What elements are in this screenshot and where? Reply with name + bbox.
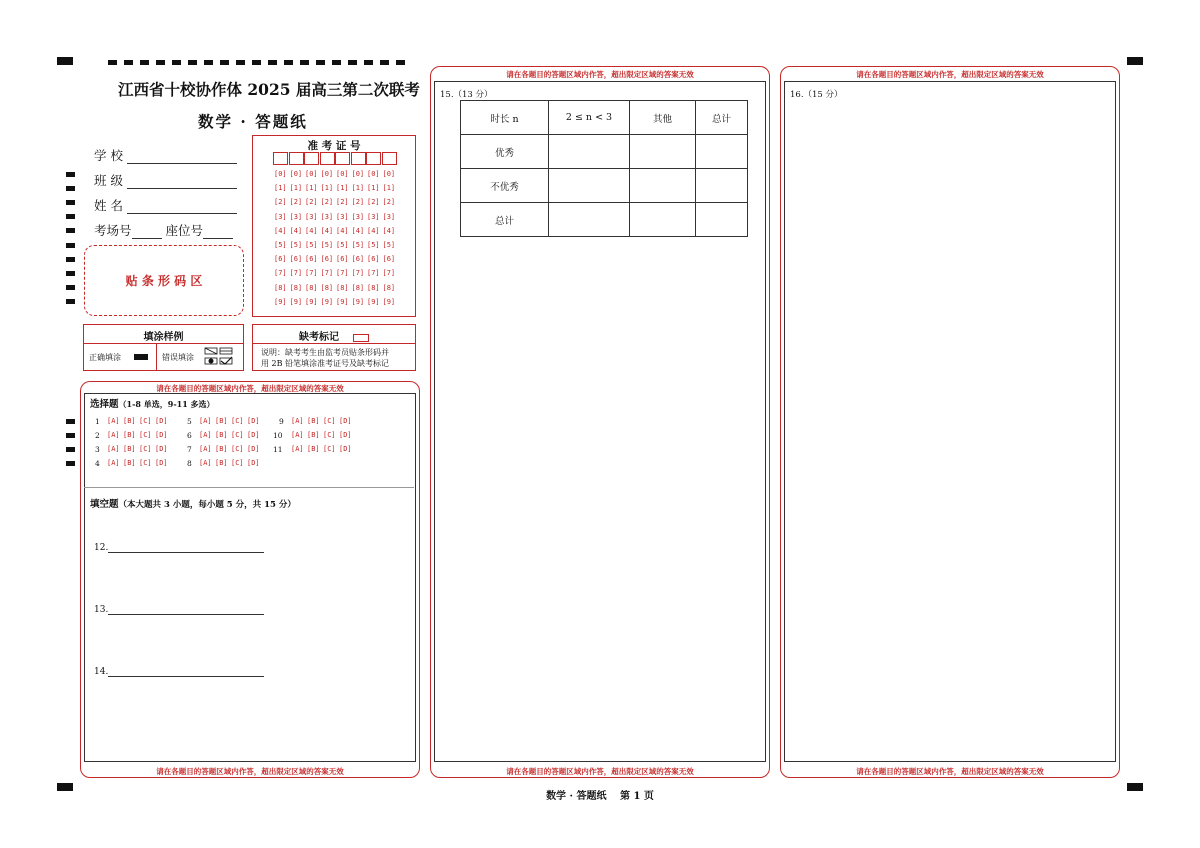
exam-id-cell[interactable] [382,152,397,165]
timing-dash [300,60,309,65]
side-mark [66,447,75,452]
exam-id-bubble[interactable]: [4] [336,226,349,235]
exam-id-bubble[interactable]: [6] [351,255,365,264]
q15-cell[interactable] [696,135,748,169]
exam-id-bubble[interactable]: [2] [305,198,318,207]
exam-id-bubble[interactable]: [0] [274,170,287,178]
exam-id-cell[interactable] [351,152,366,165]
timing-dash [220,60,229,65]
choice-option-bubble[interactable]: [B] [123,417,136,425]
exam-id-bubble[interactable]: [0] [367,170,380,178]
region-warning-bottom: 请在各题目的答题区域内作答，超出限定区域的答案无效 [156,767,344,776]
choice-question-number: 6 [187,431,192,440]
choice-option-bubble[interactable]: [B] [215,445,228,453]
side-mark [66,214,75,219]
exam-id-bubble[interactable]: [6] [367,255,380,264]
choice-option-bubble[interactable]: [B] [215,431,228,439]
exam-id-bubble[interactable]: [3] [382,212,396,221]
side-mark [66,419,75,424]
exam-id-bubble[interactable]: [7] [320,269,334,278]
choice-option-bubble[interactable]: [A] [199,445,212,453]
side-mark [66,299,75,304]
timing-dash [252,60,261,65]
choice-option-bubble[interactable]: [C] [323,445,336,453]
exam-id-bubble[interactable]: [6] [289,255,303,264]
region-warning-top: 请在各题目的答题区域内作答，超出限定区域的答案无效 [506,70,694,79]
choice-option-bubble[interactable]: [C] [139,459,152,467]
exam-id-bubble[interactable]: [5] [382,241,396,249]
exam-id-bubble[interactable]: [4] [382,226,396,235]
exam-id-bubble[interactable]: [1] [305,184,318,193]
absent-note-1: 说明：缺考考生由监考员贴条形码并 [261,348,389,357]
choice-option-bubble[interactable]: [B] [215,459,228,467]
blank-item-14[interactable] [94,666,264,677]
exam-id-bubble[interactable]: [0] [305,170,318,178]
exam-id-bubble[interactable]: [8] [382,283,396,292]
choice-option-bubble[interactable]: [A] [107,459,120,467]
choice-option-bubble[interactable]: [D] [339,431,352,439]
choice-question-number: 5 [187,417,192,426]
exam-id-bubble[interactable]: [9] [351,297,365,306]
choice-option-bubble[interactable]: [A] [199,417,212,425]
exam-id-bubble[interactable]: [5] [320,241,334,249]
exam-id-bubble[interactable]: [9] [382,297,396,306]
exam-id-bubble[interactable]: [4] [320,226,334,235]
side-mark [66,271,75,276]
exam-id-bubble[interactable]: [9] [367,297,380,306]
exam-id-bubble[interactable]: [1] [382,184,396,193]
side-mark [66,200,75,205]
exam-id-bubble[interactable]: [3] [305,212,318,221]
q15-cell[interactable] [630,203,696,237]
choice-question-number: 2 [95,431,100,440]
timing-dash [172,60,181,65]
timing-dash [124,60,133,65]
blank-note: （本大题共 3 小题，每小题 5 分，共 15 分） [118,500,296,510]
exam-id-bubble[interactable]: [6] [274,255,287,264]
timing-dash [380,60,389,65]
exam-id-bubble[interactable]: [2] [382,198,396,207]
q15-header: 其他 [630,101,696,135]
choice-option-bubble[interactable]: [D] [247,431,260,439]
choice-option-bubble[interactable]: [C] [139,417,152,425]
q15-cell[interactable] [630,169,696,203]
q15-cell[interactable] [549,169,630,203]
exam-id-bubble[interactable]: [1] [289,184,303,193]
timing-dash [188,60,197,65]
choice-option-bubble[interactable]: [A] [291,445,304,453]
absent-note-2: 用 2B 铅笔填涂准考证号及缺考标记 [261,359,390,368]
exam-id-bubble[interactable]: [3] [367,212,380,221]
exam-id-bubble[interactable]: [8] [289,283,303,292]
school-field[interactable] [94,146,237,164]
timing-dash [284,60,293,65]
blank-number: 13. [94,605,109,615]
exam-id-bubble[interactable]: [5] [305,241,318,249]
exam-id-bubble[interactable]: [1] [274,184,287,193]
timing-dash [204,60,213,65]
exam-id-bubble[interactable]: [7] [305,269,318,278]
seat-label: 座位号 [165,223,204,238]
blank-heading [90,496,296,510]
correct-fill-sample [134,354,148,360]
timing-dash [332,60,341,65]
choice-option-bubble[interactable]: [C] [231,445,244,453]
wrong-fill-samples [204,347,236,367]
exam-id-bubble[interactable]: [5] [367,241,380,249]
q15-row-label: 优秀 [461,135,549,169]
exam-id-bubble[interactable]: [7] [382,269,396,278]
exam-id-bubble[interactable]: [7] [274,269,287,278]
choice-option-bubble[interactable]: [A] [199,459,212,467]
q15-label: 15.（13 分） [440,90,493,100]
choice-question-number: 11 [273,445,283,454]
choice-question-number: 4 [95,459,100,468]
exam-id-bubble[interactable]: [8] [320,283,334,292]
timing-dash [156,60,165,65]
timing-dash [236,60,245,65]
choice-option-bubble[interactable]: [D] [247,417,260,425]
exam-id-bubble[interactable]: [4] [367,226,380,235]
exam-id-cell[interactable] [273,152,288,165]
exam-id-bubble[interactable]: [0] [382,170,396,178]
q15-row-label: 总计 [461,203,549,237]
blank-number: 12. [94,543,109,553]
choice-option-bubble[interactable]: [B] [307,445,320,453]
choice-option-bubble[interactable]: [D] [155,445,168,453]
name-field[interactable] [94,196,237,214]
exam-id-bubble[interactable]: [1] [320,184,334,193]
choice-option-bubble[interactable]: [A] [291,431,304,439]
class-field[interactable] [94,171,237,189]
wrong-fill-label: 错误填涂 [162,353,194,362]
timing-dash [108,60,117,65]
exam-id-bubble[interactable]: [7] [351,269,365,278]
choice-option-bubble[interactable]: [C] [231,431,244,439]
barcode-label: 贴 条 形 码 区 [125,274,203,288]
q15-cell[interactable] [696,203,748,237]
region-warning-bottom: 请在各题目的答题区域内作答，超出限定区域的答案无效 [856,767,1044,776]
choice-option-bubble[interactable]: [C] [231,459,244,467]
exam-id-bubble[interactable]: [6] [382,255,396,264]
exam-id-bubble[interactable]: [8] [274,283,287,292]
blank-item-12[interactable] [94,542,264,553]
exam-id-bubble[interactable]: [3] [320,212,334,221]
exam-id-bubble[interactable]: [3] [351,212,365,221]
room-label: 考场号 [94,223,132,238]
q15-cell[interactable] [696,169,748,203]
choice-option-bubble[interactable]: [B] [307,417,320,425]
region-warning-top: 请在各题目的答题区域内作答，超出限定区域的答案无效 [156,384,344,393]
q16-answer-area[interactable] [784,81,1116,762]
choice-note: （1-8 单选，9-11 多选） [118,399,215,409]
exam-id-bubble[interactable]: [8] [367,283,380,292]
corner-mark [1127,57,1143,65]
exam-id-bubble[interactable]: [7] [367,269,380,278]
choice-option-bubble[interactable]: [B] [123,445,136,453]
choice-question-number: 1 [95,417,100,426]
exam-id-bubble[interactable]: [0] [320,170,334,178]
exam-id-bubble[interactable]: [9] [305,297,318,306]
choice-question-number: 9 [279,417,284,426]
timing-dash [140,60,149,65]
blank-number: 14. [94,667,109,677]
blank-title: 填空题 [90,499,119,510]
exam-id-bubble[interactable]: [2] [351,198,365,207]
exam-id-bubble[interactable]: [9] [320,297,334,306]
timing-strip [108,60,408,65]
q15-table [460,100,748,237]
exam-id-bubble[interactable]: [4] [351,226,365,235]
exam-id-bubble[interactable]: [8] [351,283,365,292]
exam-id-bubble[interactable]: [0] [351,170,365,178]
choice-title: 选择题 [90,399,119,410]
exam-id-cell[interactable] [289,152,304,165]
exam-id-bubble[interactable]: [4] [289,226,303,235]
exam-id-bubble[interactable]: [2] [367,198,380,207]
choice-option-bubble[interactable]: [C] [139,445,152,453]
choice-option-bubble[interactable]: [A] [107,431,120,439]
exam-id-bubble[interactable]: [2] [320,198,334,207]
school-label: 学 校 [94,148,123,163]
exam-id-cell[interactable] [304,152,319,165]
q15-header: 时长 n [461,101,549,135]
q15-cell[interactable] [549,135,630,169]
side-mark [66,186,75,191]
timing-dash [348,60,357,65]
choice-question-number: 3 [95,445,100,454]
choice-option-bubble[interactable]: [C] [231,417,244,425]
choice-question-number: 10 [273,431,283,440]
side-mark [66,243,75,248]
exam-id-bubble[interactable]: [7] [336,269,349,278]
exam-id-bubble[interactable]: [6] [320,255,334,264]
exam-id-cell[interactable] [366,152,381,165]
exam-id-bubble[interactable]: [3] [336,212,349,221]
timing-dash [268,60,277,65]
exam-id-bubble[interactable]: [8] [305,283,318,292]
page-footer: 数学 · 答题纸 第 1 页 [546,791,654,802]
exam-title: 江西省十校协作体 2025 届高三第二次联考 [118,80,420,99]
absent-title: 缺考标记 [299,332,339,343]
fill-example-title: 填涂样例 [143,332,184,343]
choice-option-bubble[interactable]: [A] [107,445,120,453]
q16-label: 16.（15 分） [790,90,843,100]
choice-option-bubble[interactable]: [A] [291,417,304,425]
exam-id-bubble[interactable]: [6] [336,255,349,264]
fill-example-box [83,324,244,371]
choice-option-bubble[interactable]: [D] [247,459,260,467]
choice-option-bubble[interactable]: [D] [155,417,168,425]
room-seat-field[interactable] [94,221,233,239]
exam-id-bubble[interactable]: [9] [336,297,349,306]
corner-mark [57,57,73,65]
exam-id-bubble[interactable]: [2] [336,198,349,207]
exam-id-bubble[interactable]: [5] [289,241,303,249]
exam-id-bubble[interactable]: [1] [351,184,365,193]
exam-id-bubble[interactable]: [3] [289,212,303,221]
q15-cell[interactable] [630,135,696,169]
name-label: 姓 名 [94,198,123,213]
sheet-subtitle: 数学 · 答题纸 [198,112,308,131]
exam-id-cell[interactable] [335,152,350,165]
exam-id-bubble[interactable]: [9] [289,297,303,306]
choice-option-bubble[interactable]: [C] [139,431,152,439]
exam-id-bubble[interactable]: [1] [367,184,380,193]
exam-id-bubble[interactable]: [0] [336,170,349,178]
choice-option-bubble[interactable]: [D] [339,417,352,425]
exam-id-bubble[interactable]: [1] [336,184,349,193]
blank-item-13[interactable] [94,604,264,615]
timing-dash [364,60,373,65]
side-mark [66,257,75,262]
exam-id-bubble[interactable]: [2] [274,198,287,207]
exam-id-bubble[interactable]: [9] [274,297,287,306]
exam-id-box [252,135,416,317]
region-warning-bottom: 请在各题目的答题区域内作答，超出限定区域的答案无效 [506,767,694,776]
choice-heading [90,396,215,410]
choice-option-bubble[interactable]: [D] [155,459,168,467]
side-mark [66,228,75,233]
q15-header: 总计 [696,101,748,135]
exam-id-bubble[interactable]: [0] [289,170,303,178]
choice-option-bubble[interactable]: [C] [323,417,336,425]
q15-cell[interactable] [549,203,630,237]
class-label: 班 级 [94,173,123,188]
barcode-area [84,245,244,316]
choice-option-bubble[interactable]: [D] [155,431,168,439]
q15-row-label: 不优秀 [461,169,549,203]
exam-id-label: 准 考 证 号 [307,140,361,152]
choice-question-number: 7 [187,445,192,454]
choice-option-bubble[interactable]: [B] [123,459,136,467]
choice-option-bubble[interactable]: [B] [215,417,228,425]
choice-option-bubble[interactable]: [A] [199,431,212,439]
timing-dash [316,60,325,65]
side-mark [66,461,75,466]
exam-id-bubble[interactable]: [5] [274,241,287,249]
choice-option-bubble[interactable]: [A] [107,417,120,425]
section-divider [84,487,414,488]
exam-id-bubble[interactable]: [5] [336,241,349,249]
choice-question-number: 8 [187,459,192,468]
choice-option-bubble[interactable]: [B] [123,431,136,439]
choice-option-bubble[interactable]: [B] [307,431,320,439]
exam-id-bubble[interactable]: [5] [351,241,365,249]
exam-id-bubble[interactable]: [4] [274,226,287,235]
timing-dash [396,60,405,65]
correct-fill-label: 正确填涂 [89,353,121,362]
exam-id-bubble[interactable]: [3] [274,212,287,221]
q15-header: 2 ≤ n < 3 [549,101,630,135]
side-mark [66,285,75,290]
side-mark [66,172,75,177]
absent-box [252,324,416,371]
exam-id-bubble[interactable]: [6] [305,255,318,264]
choice-option-bubble[interactable]: [D] [339,445,352,453]
exam-id-bubble[interactable]: [8] [336,283,349,292]
choice-option-bubble[interactable]: [D] [247,445,260,453]
choice-option-bubble[interactable]: [C] [323,431,336,439]
absent-mark-box[interactable] [353,334,369,342]
side-mark [66,433,75,438]
region-warning-top: 请在各题目的答题区域内作答，超出限定区域的答案无效 [856,70,1044,79]
exam-id-bubble[interactable]: [4] [305,226,318,235]
exam-id-bubble[interactable]: [2] [289,198,303,207]
exam-id-cell[interactable] [320,152,335,165]
exam-id-bubble[interactable]: [7] [289,269,303,278]
